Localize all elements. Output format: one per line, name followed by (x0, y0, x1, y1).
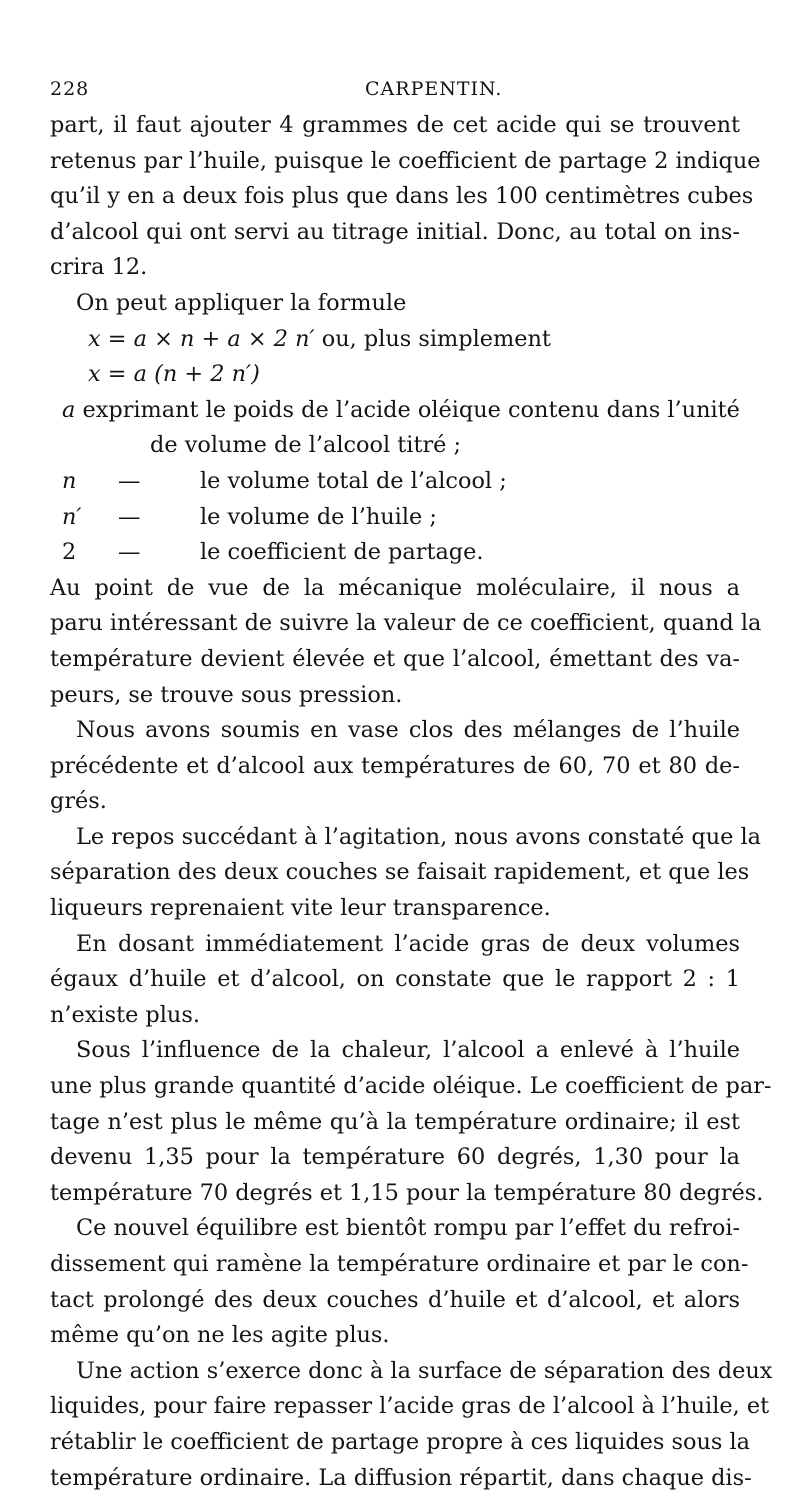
definition-row (50, 535, 740, 571)
text-line: part, il faut ajouter 4 grammes de cet acide qui se trouvent (50, 112, 740, 138)
text-line: devenu 1,35 pour la température 60 degrés, 1,30 pour la (50, 1144, 740, 1171)
text-line: peurs, se trouve sous pression. (50, 681, 403, 708)
definition-a (50, 393, 740, 429)
text-line: Le repos succédant à l’agitation, nous avons constaté que la (76, 823, 762, 850)
text-line: tage n’est plus le même qu’à la température ordinaire; il est (50, 1108, 740, 1135)
page-header (50, 74, 740, 108)
definition-continuation: de volume de l’alcool titré ; (150, 432, 462, 459)
page-number: 228 (50, 78, 90, 100)
definition-dash: — (118, 467, 141, 494)
text-line: une plus grande quantité d’acide oléique. Le coefficient de par- (50, 1073, 772, 1100)
definition-symbol: n′ (62, 503, 82, 530)
page-body (50, 108, 773, 1496)
formula-line (50, 322, 740, 358)
text-line: On peut appliquer la formule (76, 289, 407, 316)
text-line: Sous l’influence de la chaleur, l’alcool a enlevé à l’huile (76, 1037, 740, 1064)
text-line: température ordinaire. La diffusion répartit, dans chaque dis- (50, 1464, 752, 1491)
text-line: crira 12. (50, 254, 148, 281)
running-title: CARPENTIN. (365, 78, 503, 100)
definition-symbol: n (62, 467, 77, 494)
text-line: Une action s’exerce donc à la surface de séparation des deux (76, 1357, 773, 1384)
text-line: paru intéressant de suivre la valeur de ce coefficient, quand la (50, 610, 762, 637)
text-line: séparation des deux couches se faisait rapidement, et que les (50, 859, 750, 886)
text-line: Au point de vue de la mécanique moléculaire, il nous a (50, 574, 740, 601)
text-line: retenus par l’huile, puisque le coefficient de partage 2 indique (50, 147, 761, 174)
definition-text: exprimant le poids de l’acide oléique contenu dans l’unité (75, 396, 740, 423)
text-line: dissement qui ramène la température ordinaire et par le con- (50, 1251, 749, 1277)
text-line: précédente et d’alcool aux températures de 60, 70 et 80 de- (50, 752, 740, 779)
definition-row (50, 464, 740, 500)
text-line: rétablir le coefficient de partage propre à ces liquides sous la (50, 1428, 750, 1455)
text-line: qu’il y en a deux fois plus que dans les 100 centimètres cubes (50, 183, 754, 210)
definition-text: le coefficient de partage. (200, 539, 484, 566)
formula-math: x = a × n + a × 2 n′ (88, 325, 315, 352)
definition-text: le volume de l’huile ; (200, 503, 437, 530)
text-line: même qu’on ne les agite plus. (50, 1322, 390, 1349)
text-line: température 70 degrés et 1,15 pour la température 80 degrés. (50, 1179, 764, 1206)
formula-line: x = a (n + 2 n′) (88, 361, 260, 388)
text-line: grés. (50, 788, 107, 815)
formula-text: ou, plus simplement (314, 325, 551, 352)
text-line: d’alcool qui ont servi au titrage initial. Donc, au total on ins- (50, 218, 740, 245)
text-line: liquides, pour faire repasser l’acide gras de l’alcool à l’huile, et (50, 1393, 770, 1420)
text-line: En dosant immédiatement l’acide gras de deux volumes (76, 930, 740, 957)
text-line: n’existe plus. (50, 1001, 200, 1028)
definition-symbol: a (62, 396, 76, 423)
text-line: liqueurs reprenaient vite leur transparence. (50, 895, 551, 922)
text-line: température devient élevée et que l’alcool, émettant des va- (50, 645, 740, 672)
text-line: tact prolongé des deux couches d’huile et d’alcool, et alors (50, 1286, 740, 1313)
text-line: Nous avons soumis en vase clos des mélanges de l’huile (76, 717, 740, 744)
text-line: égaux d’huile et d’alcool, on constate que le rapport 2 : 1 (50, 966, 740, 993)
definition-text: le volume total de l’alcool ; (200, 467, 507, 494)
definition-symbol: 2 (62, 539, 77, 566)
text-line: Ce nouvel équilibre est bientôt rompu par l’effet du refroi- (76, 1215, 741, 1242)
definition-dash: — (118, 539, 141, 566)
definition-dash: — (118, 503, 141, 530)
definition-row (50, 500, 740, 536)
